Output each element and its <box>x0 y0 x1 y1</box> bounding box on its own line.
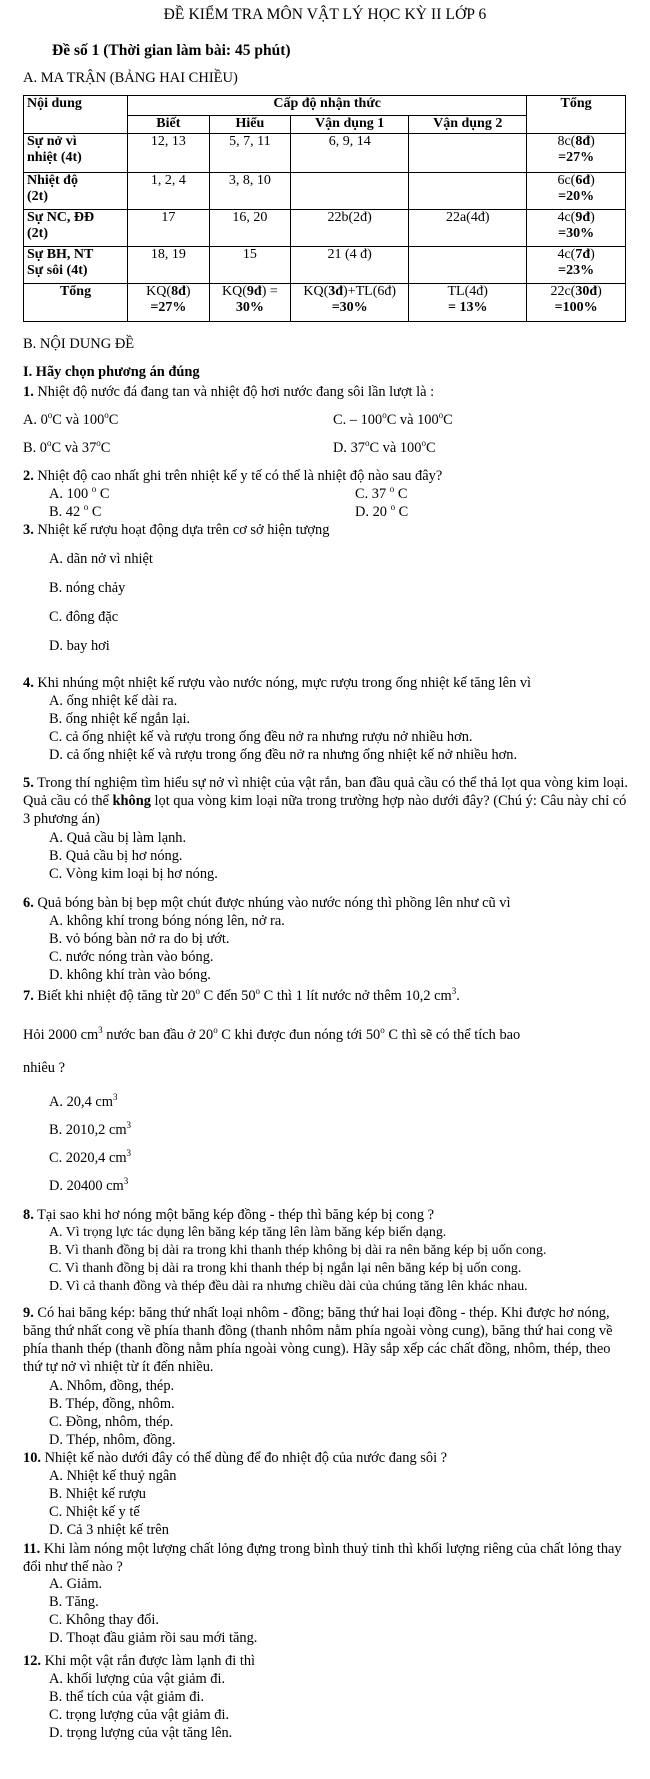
row-cell: 15 <box>209 247 291 284</box>
header-vandung1: Vận dụng 1 <box>291 116 409 134</box>
q10-option-b[interactable]: B. Nhiệt kế rượu <box>49 1486 146 1502</box>
total-label: Tổng <box>24 284 128 322</box>
row-cell: 3, 8, 10 <box>209 173 291 210</box>
header-level: Cấp độ nhận thức <box>128 96 527 116</box>
question-9: 9. Có hai băng kép: băng thứ nhất loại nhôm - đồng; băng thứ hai loại đồng - thép. Khi được hơ nóng, băng thứ nhất cong về phía thanh đồng (thanh nhôm nằm phía ngoài vòng cung), băng thứ hai cong về phía thanh thép (thanh đồng nằm phía ngoài vòng cung). Hãy sắp xếp các chất đồng, nhôm, thép, theo thứ tự nở vì nhiệt từ ít đến nhiều. <box>23 1305 613 1375</box>
total-cell: KQ(9đ) = 30% <box>209 284 291 322</box>
q4-option-b[interactable]: B. ống nhiệt kế ngắn lại. <box>49 711 191 727</box>
q1-option-d[interactable]: D. 37$^o$C và 100$^o$C <box>333 438 436 456</box>
question-8: 8. Tại sao khi hơ nóng một băng kép đồng - thép thì băng kép bị cong ? <box>23 1207 435 1223</box>
question-7-line-2: Hỏi 2000 $cm^3$ nước ban đầu ở 20$^o$ C khi được đun nóng tới 50$^o$ C thì sẽ có thể tích bao <box>23 1025 521 1043</box>
q5-option-c[interactable]: C. Vòng kim loại bị hơ nóng. <box>49 866 218 882</box>
q7-option-a[interactable]: A. 20,4 $cm^3$ <box>49 1092 118 1110</box>
row-cell <box>409 173 527 210</box>
q10-option-c[interactable]: C. Nhiệt kế y tế <box>49 1504 140 1520</box>
question-4: 4. Khi nhúng một nhiệt kế rượu vào nước nóng, mực rượu trong ống nhiệt kế tăng lên vì <box>23 675 532 691</box>
q11-option-a[interactable]: A. Giảm. <box>49 1576 103 1592</box>
question-6: 6. Quả bóng bàn bị bẹp một chút được nhúng vào nước nóng thì phồng lên như cũ vì <box>23 895 511 911</box>
q1-option-a[interactable]: A. 0$^o$C và 100$^o$C <box>23 410 119 428</box>
row-cell: 1, 2, 4 <box>128 173 210 210</box>
q12-option-c[interactable]: C. trọng lượng của vật giảm đi. <box>49 1707 230 1723</box>
row-cell <box>409 134 527 173</box>
table-row <box>24 210 626 247</box>
row-topic: Sự nở vì nhiệt (4t) <box>24 134 128 173</box>
q3-option-c[interactable]: C. đông đặc <box>49 609 119 625</box>
q7-option-c[interactable]: C. 2020,4 $cm^3$ <box>49 1148 132 1166</box>
row-cell: 22a(4đ) <box>409 210 527 247</box>
section-b-heading: B. NỘI DUNG ĐỀ <box>23 336 135 352</box>
row-cell: 12, 13 <box>128 134 210 173</box>
row-cell: 17 <box>128 210 210 247</box>
row-cell: 22b(2đ) <box>291 210 409 247</box>
q9-option-d[interactable]: D. Thép, nhôm, đồng. <box>49 1432 176 1448</box>
row-cell: 21 (4 đ) <box>291 247 409 284</box>
table-header-row <box>24 96 626 116</box>
q7-option-d[interactable]: D. 20400 $cm^3$ <box>49 1176 129 1194</box>
q7-option-b[interactable]: B. 2010,2 $cm^3$ <box>49 1120 132 1138</box>
q2-option-d[interactable]: D. 20 $^o$ C <box>355 502 409 520</box>
q6-option-d[interactable]: D. không khí tràn vào bóng. <box>49 967 211 983</box>
table-row <box>24 247 626 284</box>
row-cell: 16, 20 <box>209 210 291 247</box>
section-a-heading: A. MA TRẬN (BẢNG HAI CHIỀU) <box>23 70 238 86</box>
q11-option-b[interactable]: B. Tăng. <box>49 1594 99 1610</box>
total-cell: 22c(30đ) =100% <box>527 284 626 322</box>
q9-option-b[interactable]: B. Thép, đồng, nhôm. <box>49 1396 175 1412</box>
q6-option-a[interactable]: A. không khí trong bóng nóng lên, nở ra. <box>49 913 285 929</box>
q3-option-a[interactable]: A. dãn nở vì nhiệt <box>49 551 153 567</box>
question-3: 3. Nhiệt kế rượu hoạt động dựa trên cơ sở hiện tượng <box>23 522 330 538</box>
table-row <box>24 134 626 173</box>
q4-option-a[interactable]: A. ống nhiệt kế dài ra. <box>49 693 178 709</box>
q6-option-b[interactable]: B. vỏ bóng bàn nở ra do bị ướt. <box>49 931 230 947</box>
total-cell: TL(4đ) = 13% <box>409 284 527 322</box>
row-total: 8c(8đ) =27% <box>527 134 626 173</box>
q6-option-c[interactable]: C. nước nóng tràn vào bóng. <box>49 949 214 965</box>
row-total: 6c(6đ) =20% <box>527 173 626 210</box>
q3-option-d[interactable]: D. bay hơi <box>49 638 110 654</box>
q10-option-d[interactable]: D. Cả 3 nhiệt kế trên <box>49 1522 169 1538</box>
q8-option-d[interactable]: D. Vì cả thanh đồng và thép đều dài ra nhưng chiều dài của chúng tăng lên khác nhau. <box>49 1279 528 1294</box>
q2-option-b[interactable]: B. 42 $^o$ C <box>49 502 102 520</box>
row-cell: 6, 9, 14 <box>291 134 409 173</box>
table-row <box>24 173 626 210</box>
page-title: ĐỀ KIỂM TRA MÔN VẬT LÝ HỌC KỲ II LỚP 6 <box>163 6 487 23</box>
table-total-row <box>24 284 626 322</box>
q10-option-a[interactable]: A. Nhiệt kế thuỷ ngân <box>49 1468 177 1484</box>
question-7-line-3: nhiêu ? <box>23 1060 65 1076</box>
question-5: 5. Trong thí nghiệm tìm hiểu sự nở vì nhiệt của vật rắn, ban đầu quả cầu có thể thả lọt qua vòng kim loại. Quả cầu có thể không lọt qua vòng kim loại nữa trong trường hợp nào dưới đây? (Chú ý: Câu này chỉ có 3 phương án) <box>23 775 628 827</box>
q4-option-c[interactable]: C. cả ống nhiệt kế và rượu trong ống đều nở ra nhưng rượu nở nhiều hơn. <box>49 729 473 745</box>
q2-option-c[interactable]: C. 37 $^o$ C <box>355 484 408 502</box>
q5-option-b[interactable]: B. Quả cầu bị hơ nóng. <box>49 848 183 864</box>
q8-option-a[interactable]: A. Vì trọng lực tác dụng lên băng kép tăng lên làm băng kép biến dạng. <box>49 1225 447 1240</box>
question-12: 12. Khi một vật rắn được làm lạnh đi thì <box>23 1653 256 1669</box>
q9-option-c[interactable]: C. Đồng, nhôm, thép. <box>49 1414 174 1430</box>
q8-option-b[interactable]: B. Vì thanh đồng bị dài ra trong khi thanh thép không bị dài ra nên băng kép bị uốn cong. <box>49 1243 547 1258</box>
q9-option-a[interactable]: A. Nhôm, đồng, thép. <box>49 1378 175 1394</box>
row-cell <box>409 247 527 284</box>
question-10: 10. Nhiệt kế nào dưới đây có thể dùng để đo nhiệt độ của nước đang sôi ? <box>23 1450 448 1466</box>
total-cell: KQ(8đ) =27% <box>128 284 210 322</box>
q5-option-a[interactable]: A. Quả cầu bị làm lạnh. <box>49 830 187 846</box>
q4-option-d[interactable]: D. cả ống nhiệt kế và rượu trong ống đều nở ra nhưng ống nhiệt kế nở nhiều hơn. <box>49 747 518 763</box>
row-topic: Sự NC, ĐĐ (2t) <box>24 210 128 247</box>
q11-option-c[interactable]: C. Không thay đổi. <box>49 1612 159 1628</box>
part-1-heading: I. Hãy chọn phương án đúng <box>23 364 200 380</box>
q12-option-b[interactable]: B. thể tích của vật giảm đi. <box>49 1689 205 1705</box>
q1-option-b[interactable]: B. 0$^o$C và 37$^o$C <box>23 438 111 456</box>
q3-option-b[interactable]: B. nóng chảy <box>49 580 126 596</box>
row-cell: 18, 19 <box>128 247 210 284</box>
row-cell: 5, 7, 11 <box>209 134 291 173</box>
question-7: 7. Biết khi nhiệt độ tăng từ 20$^o$ C đến 50$^o$ C thì 1 lít nước nở thêm 10,2 $cm^3$. <box>23 986 460 1004</box>
row-total: 4c(7đ) =23% <box>527 247 626 284</box>
header-content: Nội dung <box>24 96 128 134</box>
q12-option-a[interactable]: A. khối lượng của vật giảm đi. <box>49 1671 226 1687</box>
row-cell <box>291 173 409 210</box>
q8-option-c[interactable]: C. Vì thanh đồng bị dài ra trong khi thanh thép bị ngắn lại nên băng kép bị uốn cong. <box>49 1261 522 1276</box>
header-total: Tổng <box>527 96 626 134</box>
q2-option-a[interactable]: A. 100 $^o$ C <box>49 484 110 502</box>
question-1: 1. Nhiệt độ nước đá đang tan và nhiệt độ hơi nước đang sôi lần lượt là : <box>23 384 435 400</box>
header-biet: Biết <box>128 116 210 134</box>
q12-option-d[interactable]: D. trọng lượng của vật tăng lên. <box>49 1725 233 1741</box>
matrix-table <box>23 95 626 322</box>
header-vandung2: Vận dụng 2 <box>409 116 527 134</box>
header-hieu: Hiểu <box>209 116 291 134</box>
q1-option-c[interactable]: C. – 100$^o$C và 100$^o$C <box>333 410 453 428</box>
total-cell: KQ(3đ)+TL(6đ) =30% <box>291 284 409 322</box>
row-topic: Nhiệt độ (2t) <box>24 173 128 210</box>
question-11: 11. Khi làm nóng một lượng chất lỏng đựng trong bình thuỷ tinh thì khối lượng riêng của chất lỏng thay đổi như thế nào ? <box>23 1541 622 1575</box>
question-2: 2. Nhiệt độ cao nhất ghi trên nhiệt kế y tế có thể là nhiệt độ nào sau đây? <box>23 468 443 484</box>
row-total: 4c(9đ) =30% <box>527 210 626 247</box>
q11-option-d[interactable]: D. Thoạt đầu giảm rồi sau mới tăng. <box>49 1630 258 1646</box>
row-topic: Sự BH, NT Sự sôi (4t) <box>24 247 128 284</box>
exam-subtitle: Đề số 1 (Thời gian làm bài: 45 phút) <box>52 42 291 59</box>
